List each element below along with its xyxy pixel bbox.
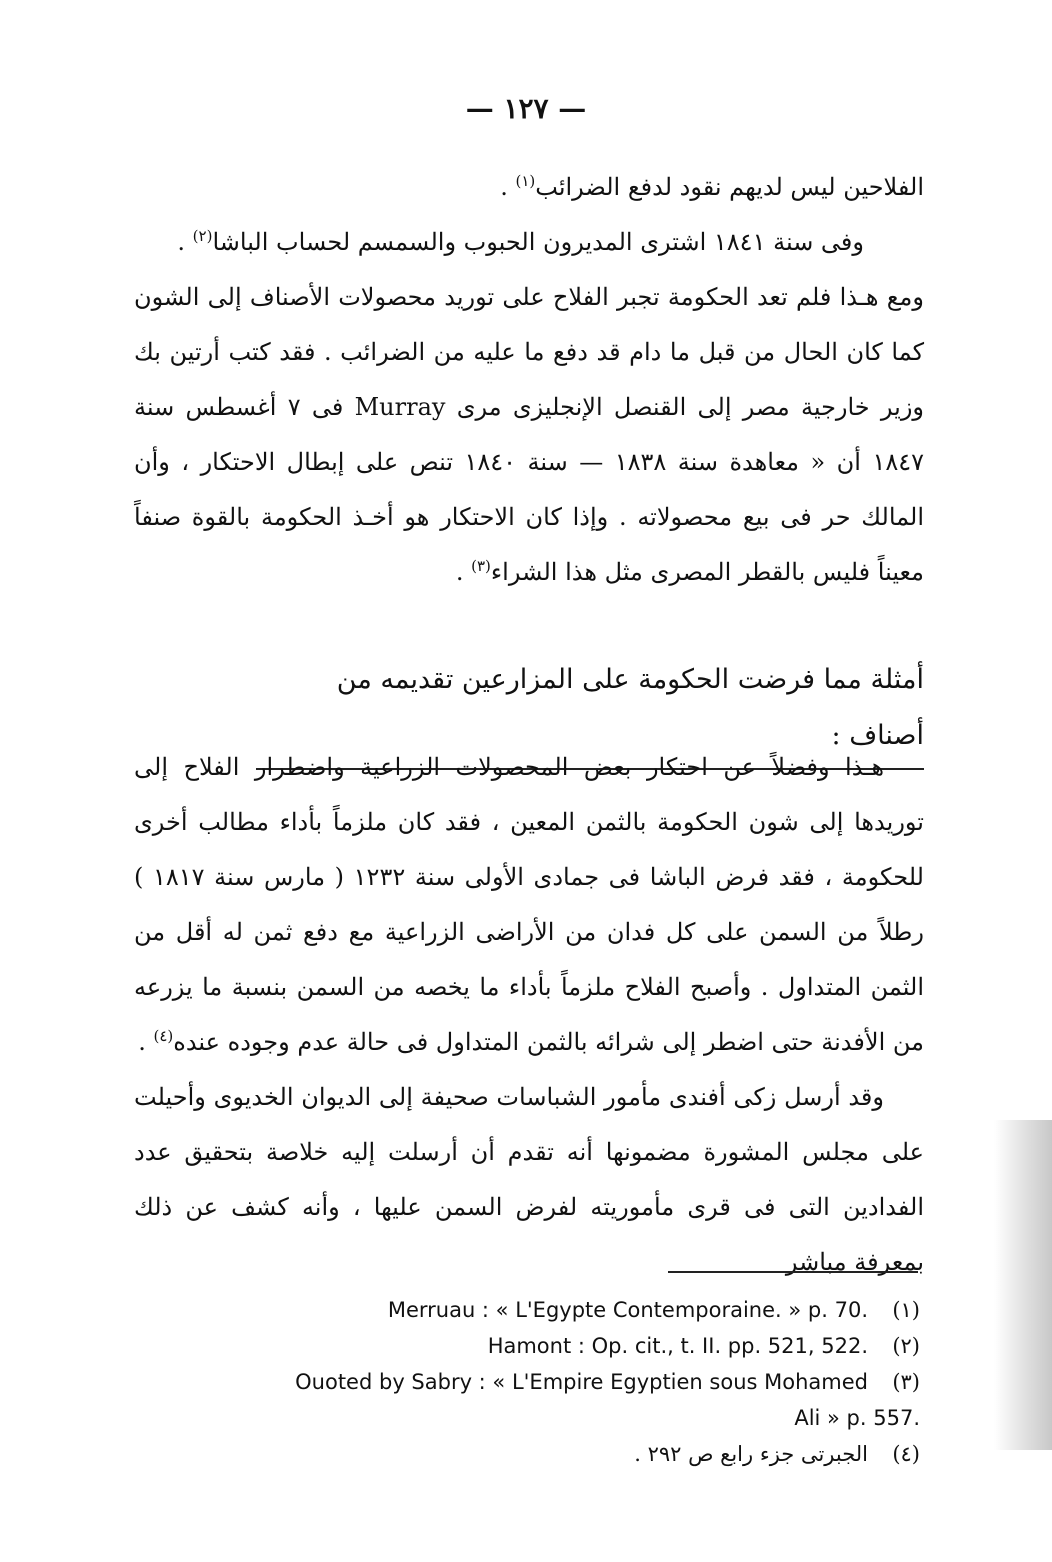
paragraph-5 [134,1070,924,1290]
paragraph-4-text: هـذا وفضلاً عن احتكار بعض المحصولات الزراعية واضطرار الفلاح إلى توريدها إلى شون الحكومة بالثمن المعين ، فقد كان ملزماً بأداء مطالب أخرى للحكومة ، فقد فرض الباشا فى جمادى الأولى سنة ١٢٣٢ ( مارس سنة ١٨١٧ ) رطلاً من السمن على كل فدان من الأراضى الزراعية مع دفع ثمن له أقل من الثمن المتداول . وأصبح الفلاح ملزماً بأداء ما يخصه من السمن بنسبة ما يزرعه من الأفدنة حتى اضطر إلى شرائه بالثمن المتداول فى حالة عدم وجوده عنده [134,753,924,1056]
paragraph-2-text: وفى سنة ١٨٤١ اشترى المديرون الحبوب والسمسم لحساب الباشا [212,228,864,256]
page-number: — ١٢٧ — [465,92,587,125]
footnote-3 [120,1364,920,1400]
paragraph-3 [134,270,924,600]
paragraph-1-tail: . [500,173,516,201]
section-heading: أمثلة مما فرضت الحكومة على المزارعين تقديمه من أصناف : [256,652,924,770]
footnote-1-number: (١) [892,1298,920,1322]
paragraph-4 [134,740,924,1070]
footnote-ref-3: (٣) [471,557,491,575]
section-text [134,740,924,1290]
footnote-3-cont-text: Ali » p. 557. [794,1406,920,1430]
footnote-4-text: الجبرتى جزء رابع ص ٢٩٢ . [634,1442,868,1466]
paragraph-2-tail: . [177,228,193,256]
footnote-2-text: Hamont : Op. cit., t. II. pp. 521, 522. [487,1334,868,1358]
paragraph-3-text: ومع هـذا فلم تعد الحكومة تجبر الفلاح على توريد محصولات الأصناف إلى الشون كما كان الحال من قبل ما دام قد دفع ما عليه من الضرائب . فقد كتب أرتين بك وزير خارجية مصر إلى القنصل الإنجليزى مرى Murray فى ٧ أغسطس سنة ١٨٤٧ أن « معاهدة سنة ١٨٣٨ — سنة ١٨٤٠ تنص على إبطال الاحتكار ، وأن المالك حر فى بيع محصولاته . وإذا كان الاحتكار هو أخـذ الحكومة بالقوة صنفاً معيناً فليس بالقطر المصرى مثل هذا الشراء [134,283,925,586]
footnote-3-continuation [120,1400,920,1436]
footnote-4 [120,1436,920,1472]
page-edge-shadow [994,1120,1052,1450]
footnote-divider [668,1271,918,1273]
footnote-3-text: Ouoted by Sabry : « L'Empire Egyptien sous Mohamed [295,1370,868,1394]
footnote-4-number: (٤) [892,1442,920,1466]
footnote-ref-4: (٤) [153,1027,174,1045]
footnote-3-number: (٣) [892,1370,920,1394]
paragraph-4-tail: . [138,1028,154,1056]
footnote-1 [120,1292,920,1328]
footnote-ref-1: (١) [515,172,536,190]
intro-text [134,160,924,600]
footnotes [120,1292,920,1472]
paragraph-1-text: الفلاحين ليس لديهم نقود لدفع الضرائب [535,173,924,201]
paragraph-2 [134,215,924,270]
footnote-ref-2: (٢) [192,227,213,245]
paragraph-3-tail: . [455,558,472,586]
footnote-2-number: (٢) [892,1334,920,1358]
paragraph-5-text: وقد أرسل زكى أفندى مأمور الشباسات صحيفة إلى الديوان الخديوى وأحيلت على مجلس المشورة مضمونها أنه تقدم أن أرسلت إليه خلاصة بتحقيق عدد الفدادين التى فى قرى مأموريته لفرض السمن عليها ، وأنه كشف عن ذلك بمعرفة مباشر [134,1083,924,1276]
paragraph-1 [134,160,924,215]
footnote-2 [120,1328,920,1364]
footnote-1-text: Merruau : « L'Egypte Contemporaine. » p. 70. [387,1298,868,1322]
